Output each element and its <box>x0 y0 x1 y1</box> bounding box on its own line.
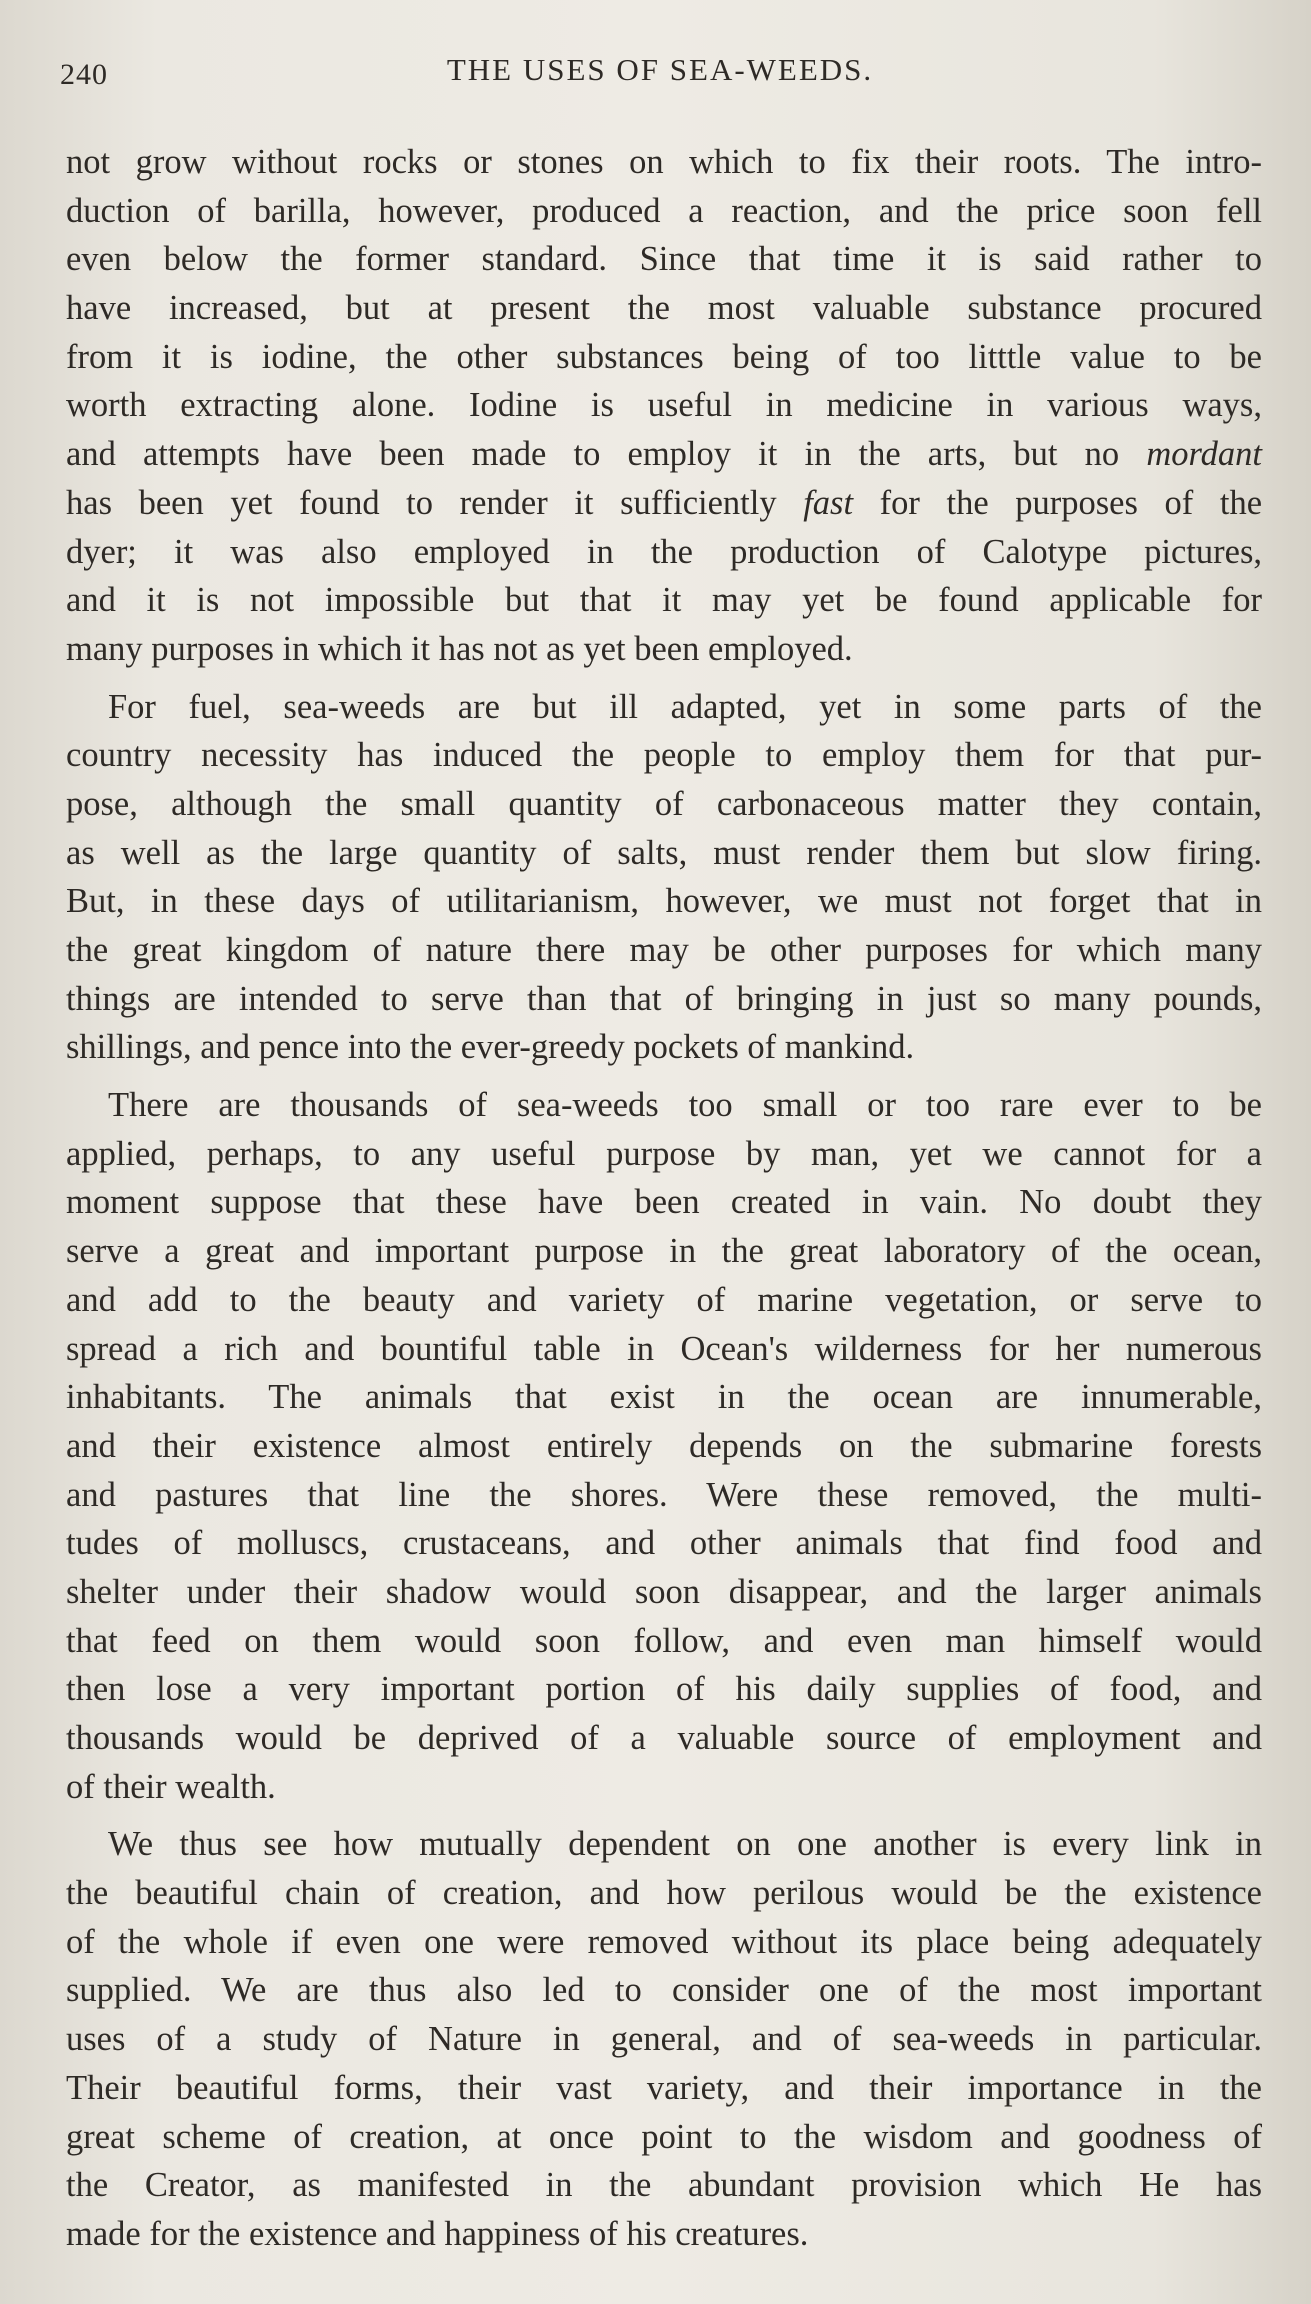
text-line: There are thousands of sea-weeds too small or too rare ever to be <box>108 1086 1262 1125</box>
text-line: worth extracting alone. Iodine is useful in medicine in various ways, <box>66 386 1262 425</box>
text-line: not grow without rocks or stones on which to fix their roots. The intro- <box>66 143 1262 181</box>
text-line: Their beautiful forms, their vast variety, and their importance in the <box>66 2068 1262 2107</box>
text-line: dyer; it was also employed in the production of Calotype pictures, <box>66 532 1262 571</box>
text-line: inhabitants. The animals that exist in the ocean are innumerable, <box>66 1378 1262 1417</box>
text-line: moment suppose that these have been created in vain. No doubt they <box>66 1183 1262 1222</box>
text-line: and their existence almost entirely depends on the submarine forests <box>66 1426 1262 1465</box>
text-line: things are intended to serve than that of bringing in just so many pounds, <box>66 979 1262 1018</box>
text-line: even below the former standard. Since that time it is said rather to <box>66 240 1262 279</box>
text-line: applied, perhaps, to any useful purpose by man, yet we cannot for a <box>66 1134 1262 1173</box>
italic-word: mordant <box>1146 435 1262 474</box>
paragraph-gap <box>66 674 1262 683</box>
paragraph <box>66 1820 1262 2258</box>
body-text <box>66 138 1262 2259</box>
text-line: of the whole if even one were removed without its place being adequately <box>66 1922 1262 1961</box>
text-line: and add to the beauty and variety of marine vegetation, or serve to <box>66 1280 1262 1319</box>
text-line: has been yet found to render it sufficiently fast for the purposes of the <box>66 483 1263 522</box>
text-line: We thus see how mutually dependent on one another is every link in <box>108 1825 1262 1864</box>
text-line: made for the existence and happiness of his creatures. <box>66 2214 809 2253</box>
text-line: thousands would be deprived of a valuable source of employment and <box>66 1719 1262 1757</box>
italic-word: fast <box>803 483 854 522</box>
paragraph-gap <box>66 1811 1262 1820</box>
text-line: duction of barilla, however, produced a reaction, and the price soon fell <box>66 191 1262 230</box>
page-number: 240 <box>60 58 108 91</box>
text-line: the Creator, as manifested in the abundant provision which He has <box>66 2166 1262 2205</box>
text-line: uses of a study of Nature in general, and of sea-weeds in particular. <box>66 2020 1262 2059</box>
text-line: that feed on them would soon follow, and even man himself would <box>66 1621 1262 1660</box>
text-line: supplied. We are thus also led to consider one of the most important <box>66 1971 1262 2010</box>
paragraph-gap <box>66 1072 1262 1081</box>
text-line: and pastures that line the shores. Were these removed, the multi- <box>66 1475 1262 1514</box>
text-line: many purposes in which it has not as yet been employed. <box>66 629 853 668</box>
text-line: country necessity has induced the people to employ them for that pur- <box>66 736 1262 775</box>
text-line: from it is iodine, the other substances being of too litttle value to be <box>66 337 1262 376</box>
text-line: have increased, but at present the most valuable substance procured <box>66 289 1262 328</box>
text-line: shelter under their shadow would soon disappear, and the larger animals <box>66 1572 1262 1611</box>
page-header <box>60 52 1260 102</box>
text-line: as well as the large quantity of salts, must render them but slow firing. <box>66 833 1262 872</box>
text-line: and attempts have been made to employ it in the arts, but no mordant <box>66 435 1262 474</box>
running-title: THE USES OF SEA-WEEDS. <box>446 52 874 87</box>
text-line: But, in these days of utilitarianism, however, we must not forget that in <box>66 882 1262 921</box>
text-line: the beautiful chain of creation, and how perilous would be the existence <box>66 1874 1262 1913</box>
text-line: and it is not impossible but that it may yet be found applicable for <box>66 581 1262 620</box>
text-line: shillings, and pence into the ever-greedy pockets of mankind. <box>66 1028 915 1067</box>
text-line: the great kingdom of nature there may be other purposes for which many <box>66 931 1262 969</box>
text-line: For fuel, sea-weeds are but ill adapted, yet in some parts of the <box>108 687 1262 726</box>
text-line: spread a rich and bountiful table in Ocean's wilderness for her numerous <box>66 1329 1262 1368</box>
text-line: of their wealth. <box>66 1767 276 1806</box>
paragraph <box>66 138 1262 674</box>
paragraph <box>66 683 1262 1073</box>
paragraph <box>66 1081 1262 1811</box>
text-line: great scheme of creation, at once point to the wisdom and goodness of <box>66 2117 1262 2156</box>
text-line: pose, although the small quantity of carbonaceous matter they contain, <box>66 784 1262 823</box>
text-line: serve a great and important purpose in the great laboratory of the ocean, <box>66 1232 1262 1271</box>
text-line: then lose a very important portion of his daily supplies of food, and <box>66 1670 1262 1709</box>
text-line: tudes of molluscs, crustaceans, and other animals that find food and <box>66 1524 1262 1563</box>
